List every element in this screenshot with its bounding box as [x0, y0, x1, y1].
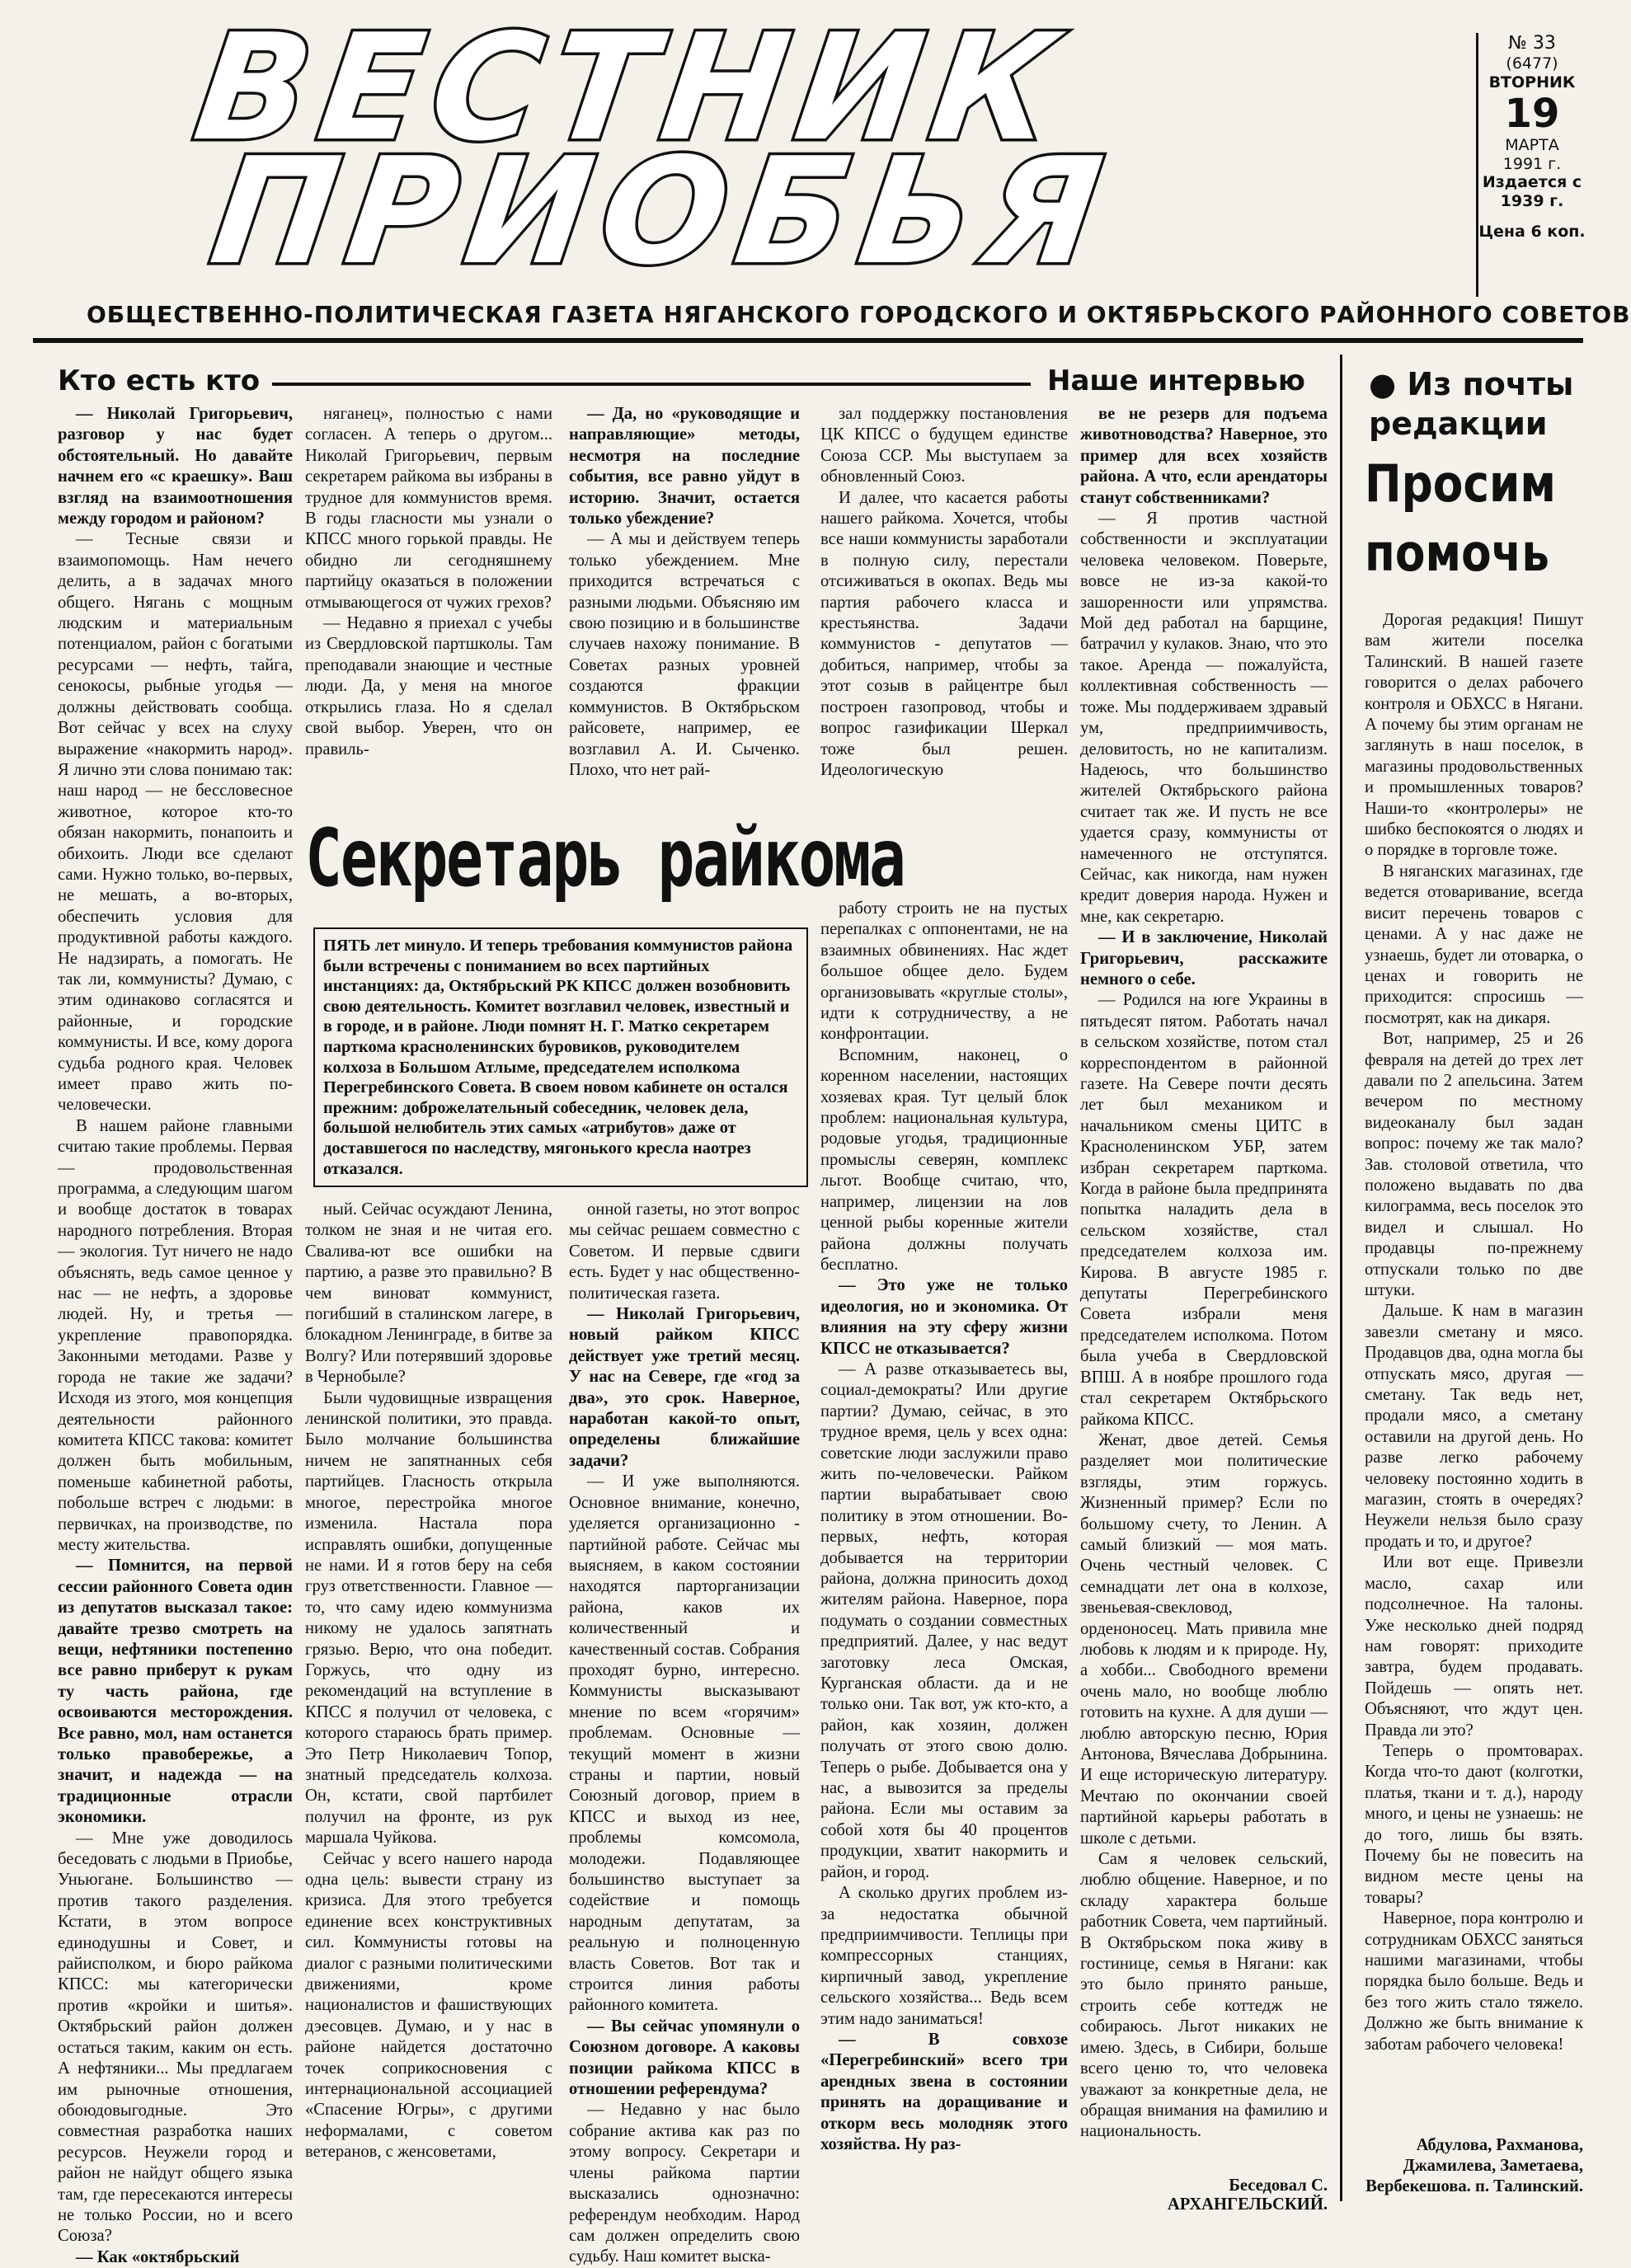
article-column-3-bottom: [569, 1200, 800, 2266]
column-divider: [1340, 355, 1342, 2201]
issue-price: Цена 6 коп.: [1478, 222, 1586, 241]
paragraph: — Как «октябрьский: [76, 2247, 240, 2266]
article-column-5: [1080, 404, 1328, 2176]
paragraph: В няганских магазинах, где ведется отоваривание, всегда висит перечень товаров с ценами. А у нас даже не узнаешь, будет ли отоварка, о ценах и говорить не приходится: спросишь — посмотрят, как на дикаря.: [1365, 862, 1583, 1027]
section-interview: Наше интервью: [1047, 364, 1305, 397]
paragraph: Дальше. К нам в магазин завезли сметану и мясо. Продавцов два, одна могла бы отпускать мясо, другая — сметану. Так ведь нет, продали мясо, а сметану оставили на другой день. Но разве легко рабочему человеку постоянно ходить в магазин, стоять в очередях? Неужели нельзя было сразу продать и то, и другое?: [1365, 1302, 1583, 1551]
paragraph: — А мы и действуем теперь только убеждением. Мне приходится встречаться с разными людьми. Объясняю им свою позицию и в большинстве случаев нахожу понимание. В Советах разных уровней создаются фракции коммунистов. В Октябрьском райсовете, например, ее возглавил А. И. Сыченко. Плохо, что нет рай-: [569, 530, 800, 779]
paragraph: — Николай Григорьевич, новый райком КПСС действует уже третий месяц. У нас на Севере, где «год за два», это срок. Наверное, наработан какой-то опыт, определены ближайшие задачи?: [569, 1305, 800, 1470]
paragraph: — А разве отказываетесь вы, социал-демократы? Или другие партии? Думаю, сейчас, в это трудное время, цель у всех одна: советские люди заслужили право жить по-человечески. Райком партии вырабатывает свою политику в этом отношении. Во-первых, нефть, которая добывается на территории района, должна приносить доход жителям района. Наверное, пора подумать о создании совместных предприятий. Далее, у нас ведут заготовку леса Омская, Курганская области. да и не только они. Так вот, уж кто-кто, а район, как хозяин, должен получать от этого свою долю. Теперь о рыбе. Добывается она у нас, а вывозится за пределы района. Если мы оставим за собой хотя бы 40 процентов продукции, хватит накормить и район, и город.: [820, 1359, 1068, 1881]
paragraph: — Недавно я приехал с учебы из Свердловской партшколы. Там преподавали знающие и честные люди. Да, у меня на многое открылись глаза. Но я сделал свой выбор. Уверен, что он правиль-: [305, 614, 552, 758]
paragraph: — Это уже не только идеология, но и экономика. От влияния на эту сферу жизни КПСС не отказывается?: [820, 1276, 1068, 1358]
paragraph: ный. Сейчас осуждают Ленина, толком не зная и не читая его. Свалива-ют все ошибки на партию, а разве это правильно? В чем виноват коммунист, погибший в сталинском лагере, в блокадном Ленинграде, в битве за Волгу? Или потерявший здоровье в Чернобыле?: [305, 1200, 552, 1387]
newspaper-title-line1: ВЕСТНИК: [186, 2, 1077, 173]
letter-title: Просим помочь: [1365, 453, 1556, 583]
issue-info: [1476, 33, 1586, 297]
paragraph: — И в заключение, Николай Григорьевич, расскажите немного о себе.: [1080, 928, 1328, 988]
section-who-is-who: Кто есть кто: [58, 364, 261, 397]
newspaper-subtitle: ОБЩЕСТВЕННО-ПОЛИТИЧЕСКАЯ ГАЗЕТА НЯГАНСКОГО ГОРОДСКОГО И ОКТЯБРЬСКОГО РАЙОННОГО СОВЕТОВ: [87, 301, 1631, 328]
article-column-4-top: [820, 404, 1068, 800]
article-column-2-bottom: [305, 1200, 552, 2201]
paragraph: Теперь о промтоварах. Когда что-то дают (колготки, платья, ткани и т. д.), народу много, и цены не узнаешь: не до того, лишь бы взять. Почему бы не повесить на видном месте цены на товары?: [1365, 1741, 1583, 1907]
paragraph: — В совхозе «Перегребинский» всего три арендных звена в состоянии принять на доращивание и откорм весь молодняк этого хозяйства. Ну раз-: [820, 2030, 1068, 2153]
paragraph: Наверное, пора контролю и сотрудникам ОБХСС заняться нашими магазинами, чтобы порядка было больше. Ведь и без того жить стало тяжело. Должно же быть внимание к заботам рабочего человека!: [1365, 1909, 1583, 2054]
paragraph: — Николай Григорьевич, разговор у нас будет обстоятельный. Но давайте начнем его «с краешку». Ваш взгляд на взаимоотношения между городом и районом?: [58, 405, 293, 528]
issue-since: Издается с 1939 г.: [1482, 173, 1582, 211]
paragraph: — Родился на юге Украины в пятьдесят пятом. Работать начал в сельском хозяйстве, потом стал корреспондентом в районной газете. На Севере почти десять лет был механиком и начальником смены ЦИТС в Красноленинском УБР, затем избран секретарем парткома. Когда в районе была предпринята попытка наладить дела в сельском хозяйстве, стал председателем колхоза им. Кирова. В августе 1985 г. депутаты Перегребинского Совета избрали меня председателем исполкома. Потом была учеба в Свердловской ВПШ. А в ноябре прошлого года стал секретарем Октябрьского райкома КПСС.: [1080, 991, 1328, 1429]
paragraph: — Да, но «руководящие и направляющие» методы, несмотря на последние события, все равно уйдут в историю. Значит, остается только убеждение?: [569, 405, 800, 528]
paragraph: Вот, например, 25 и 26 февраля на детей до трех лет давали по 2 апельсина. Затем вечером по местному видеоканалу был задан вопрос: почему же так мало? Зав. столовой ответила, что положено выдавать по два килограмма, весь поселок это видел и слышал. Но продавцы по-прежнему отпускали только по две штуки.: [1365, 1030, 1583, 1299]
letter-signatories: Абдулова, Рахманова, Джамилева, Заметаева, Вербекешова. п. Талинский.: [1365, 2136, 1583, 2195]
masthead-rule: [33, 338, 1583, 343]
paragraph: онной газеты, но этот вопрос мы сейчас решаем совместно с Советом. И первые сдвиги есть. Будет у нас общественно-политическая газета.: [569, 1200, 800, 1303]
paragraph: А сколько других проблем из-за недостатка обычной предприимчивости. Теплицы при компрессорных станциях, кирпичный завод, укрепление сельского хозяйства... Ведь всем этим надо заниматься!: [820, 1884, 1068, 2028]
section-rule: [272, 383, 1031, 386]
article-signature: Беседовал С. АРХАНГЕЛЬСКИЙ.: [1167, 2176, 1328, 2214]
paragraph: зал поддержку постановления ЦК КПСС о будущем единстве Союза ССР. Мы выступаем за обновленный Союз.: [820, 405, 1068, 486]
paragraph: няганец», полностью с нами согласен. А теперь о другом... Николай Григорьевич, первым секретарем райкома вы избраны в трудное для коммунистов время. В годы гласности мы узнали о КПСС много горькой правды. Не обидно ли сегодняшнему партийцу оказаться в положении отмывающегося от чужих грехов?: [305, 405, 552, 612]
mail-rubric-text: ● Из почты редакции: [1369, 366, 1574, 442]
paragraph: — Недавно у нас было собрание актива как раз по этому вопросу. Секретари и члены райкома партии высказались однозначно: референдум необходим. Народ сам должен определить свою судьбу. Наш комитет выска-: [569, 2101, 800, 2266]
paragraph: — Помнится, на первой сессии районного Совета один из депутатов высказал такое: давайте трезво смотреть на вещи, нефтяники постепенно все равно приберут к рукам ту часть района, где освоиваются месторождения. Все равно, мол, нам останется только правобережье, а значит, и надежда — на традиционные отрасли экономики.: [58, 1557, 293, 1827]
article-headline: Секретарь райкома: [305, 812, 905, 904]
paragraph: работу строить не на пустых перепалках с оппонентами, не на взаимных обвинениях. Нас ждет большое общее дело. Будем организовывать «круглые столы», идти к сотрудничеству, а не конфронтации.: [820, 899, 1068, 1044]
issue-day: 19: [1504, 90, 1560, 137]
article-column-2-top: [305, 404, 552, 800]
article-column-4-bottom: [820, 899, 1068, 2201]
paragraph: В нашем районе главными считаю такие проблемы. Первая — продовольственная программа, а следующим шагом и вообще достаток в товарах народного потребления. Вторая — экология. Тут ничего не надо объяснять, ведь самое ценное у нас — не нефть, а здоровье людей. Ну, и третья — укрепление правопорядка. Законными методами. Разве у города не такие же задачи? Исходя из этого, моя концепция деятельности районного комитета КПСС такова: комитет должен быть мобильным, поменьше кабинетной работы, побольше встреч с людьми: в первичках, на производстве, по месту жительства.: [58, 1116, 293, 1554]
paragraph: — И уже выполняются. Основное внимание, конечно, уделяется организационно - партийной работе. Сейчас мы выясняем, в каком состоянии находятся парторганизации района, каков их количественный и качественный состав. Собрания проходят бурно, интересно. Коммунисты высказывают мнение по всем «горячим» проблемам. Основные — текущий момент в жизни страны и партии, новый Союзный договор, прием в КПСС и выход из нее, проблемы комсомола, молодежи. Подавляющее большинство выступает за содействие и помощь народным депутатам, за реальную и полноценную власть Советов. Вот так и строится линия работы районного комитета.: [569, 1472, 800, 2015]
mail-rubric: [1369, 364, 1583, 444]
issue-year: 1991 г.: [1502, 154, 1562, 173]
issue-weekday: ВТОРНИК: [1488, 73, 1576, 92]
letter-body: [1365, 610, 1583, 2127]
masthead: [33, 2, 1472, 297]
paragraph: Женат, двое детей. Семья разделяет мои политические взгляды, этим горжусь. Жизненный пример? Если по большому счету, то Ленин. А самый близкий — моя мать. Очень честный человек. С семнадцати лет она в колхозе, звеньевая-свекловод, орденоносец. Мать привила мне любовь к людям и к природе. Ну, а хобби... Свободного времени очень мало, но вообще люблю готовить на кухне. А для души — люблю авторскую песню, Юрия Антонова, Вячеслава Добрынина. И еще историческую литературу. Мечтаю по окончании своей партийной карьеры работать в школе с детьми.: [1080, 1430, 1328, 1848]
paragraph: И далее, что касается работы нашего райкома. Хочется, чтобы все наши коммунисты заработали в полную силу, перестали отсиживаться в окопах. Ведь мы партия рабочего класса и крестьянства. Задачи коммунистов - депутатов — добиться, например, чтобы за этот созыв в райцентре был построен газопровод, чтобы и вопрос газификации Шеркал тоже был решен. Идеологическую: [820, 488, 1068, 779]
issue-total: (6477): [1506, 54, 1558, 73]
paragraph: Сейчас у всего нашего народа одна цель: вывести страну из кризиса. Для этого требуется единение всех конструктивных сил. Коммунисты готовы на диалог с разными политическими движениями, кроме националистов и фашиствующих дэесовцев. Думаю, и у нас в районе найдется достаточно точек соприкосновения с интернациональной ассоциацией «Спасение Югры», с другими неформалами, с советом ветеранов, с женсоветами,: [305, 1849, 552, 2162]
paragraph: — Вы сейчас упомянули о Союзном договоре. А каковы позиции райкома КПСС в отношении референдума?: [569, 2017, 800, 2099]
paragraph: — Тесные связи и взаимопомощь. Нам нечего делить, а в задачах много общего. Нягань с мощным людским и материальным потенциалом, район с богатыми ресурсами — нефть, тайга, сенокосы, рыбные угодья — должны действовать сообща. Вот сейчас у всех на слуху выражение «накормить народ». Я лично эти слова понимаю так: наш народ — не бессловесное животное, которое кто-то обязан накормить, понапоить и обихоить. Люди все сделают сами. Нужно только, во-первых, не мешать, а во-вторых, обеспечить условия для продуктивной работы каждого. Не надзирать, а помогать. Не так ли, коммунисты? Думаю, с этим одинаково согласятся и районные, и городские коммунисты. И все, кому дорога судьба родного края. Человек имеет право жить по-человечески.: [58, 530, 293, 1115]
paragraph: — Мне уже доводилось беседовать с людьми в Приобье, Уньюгане. Большинство — против такого разделения. Кстати, в этом вопросе единодушны и Совет, и райисполком, и бюро райкома КПСС: мы категорически против «кройки и шитья». Октябрьский район должен остаться таким, каким он есть. А нефтяники... Мы предлагаем им рыночные отношения, обоюдовыгодные. Это совместная разработка наших ресурсов. Неужели город и район не найдут общего языка там, где пересекаются интересы не только России, но и всего Союза?: [58, 1829, 293, 2246]
article-column-3-top: [569, 404, 800, 800]
article-lead: [313, 927, 808, 1187]
paragraph: Вспомним, наконец, о коренном населении, настоящих хозяевах края. Тут целый блок проблем: национальная культура, родовые угодья, традиционные промыслы северян, комплекс льгот. Вообще считаю, что, например, лицензии на лов ценной рыбы коренные жители района должны получать бесплатно.: [820, 1045, 1068, 1274]
paragraph: Были чудовищные извращения ленинской политики, это правда. Было молчание большинства ничем не запятнанных себя партийцев. Гласность открыла многое, перестройка многое изменила. Настала пора исправлять ошибки, допущенные не нами. И я готов беру на себя груз ответственности. Главное — то, что саму идею коммунизма никому не удалось запятнать грязью. Верю, что она победит. Горжусь, что одну из рекомендаций на вступление в КПСС я получил от человека, с которого стараюсь брать пример. Это Петр Николаевич Топор, знатный председатель колхоза. Он, кстати, свой партбилет получил на фронте, из рук маршала Чуйкова.: [305, 1388, 552, 1848]
newspaper-title-line2: ПРИОБЬЯ: [202, 126, 1122, 297]
paragraph: Сам я человек сельский, люблю общение. Наверное, и по складу характера больше работник Совета, чем партийный. В Октябрьском пока живу в гостинице, семья в Нягани: как это было принято раньше, строить себе коттедж не собираюсь. Льгот никаких не имею. Здесь, в Сибири, больше всего ценю то, что человека уважают за конкретные дела, не обращая внимания на фамилию и национальность.: [1080, 1850, 1328, 2141]
issue-number: № 33: [1508, 33, 1556, 54]
article-column-1: [58, 404, 293, 2266]
paragraph: Дорогая редакция! Пишут вам жители поселка Талинский. В нашей газете говорится о делах рабочего контроля и ОБХСС в Нягани. А почему бы этим органам не заглянуть в наш поселок, в магазины продовольственных и промышленных товаров? Наши-то «контролеры» не шибко беспокоятся о людях и о порядке в торговле тоже.: [1365, 611, 1583, 860]
paragraph: ве не резерв для подъема животноводства? Наверное, это пример для всех хозяйств района. А что, если арендаторы станут собственниками?: [1080, 405, 1328, 507]
paragraph: — Я против частной собственности и эксплуатации человека человеком. Поверьте, вовсе не из-за какой-то зашоренности или упрямства. Мой дед работал на барщине, батрачил у кулаков. Знаю, что это такое. Аренда — пожалуйста, коллективная собственность — тоже. Мы поддерживаем здравый ум, предприимчивость, деловитость, но не капитализм. Надеюсь, что большинство жителей Октябрьского района считает так же. И пусть не все удается сразу, коммунисты от намеченного не отступятся. Сейчас, как никогда, нам нужен кредит доверия народа. Нужен и мне, как секретарю.: [1080, 509, 1328, 926]
issue-month: МАРТА: [1505, 135, 1559, 154]
article-lead-text: ПЯТЬ лет минуло. И теперь требования коммунистов района были встречены с пониманием во всех партийных инстанциях: да, Октябрьский РК КПСС должен возобновить свою деятельность. Комитет возглавил человек, известный и в городе, и в районе. Люди помнят Н. Г. Матко секретарем парткома красноленинских буровиков, руководителем колхоза в Большом Атлыме, председателем исполкома Перегребинского Совета. В своем новом кабинете он остался прежним: доброжелательный собеседник, человек дела, большой нелюбитель этих самых «атрибутов» даже от доставшегося по наследству, мягонького кресла наотрез отказался.: [323, 937, 793, 1178]
paragraph: Или вот еще. Привезли масло, сахар или подсолнечное. На талоны. Уже несколько дней подряд нам говорят: приходите завтра, будем продавать. Пойдешь — опять нет. Объясняют, что ждут цен. Правда ли это?: [1365, 1553, 1583, 1740]
